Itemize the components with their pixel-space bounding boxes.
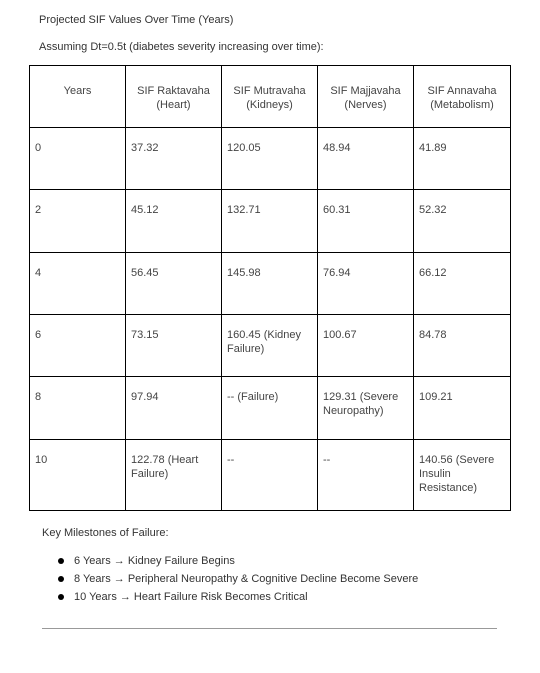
list-item [57, 570, 418, 588]
table-cell: -- (Failure) [222, 377, 318, 440]
table-cell: 100.67 [318, 315, 414, 377]
header-years: Years [30, 66, 126, 128]
bullet-icon [58, 558, 64, 564]
table-cell: 73.15 [126, 315, 222, 377]
page-subtitle: Assuming Dt=0.5t (diabetes severity increasing over time): [39, 41, 324, 53]
milestones-list [57, 552, 418, 606]
milestones-heading: Key Milestones of Failure: [42, 527, 169, 539]
table-cell: 8 [30, 377, 126, 440]
table-row [30, 128, 511, 190]
table-cell: 4 [30, 253, 126, 315]
table-cell: 160.45 (Kidney Failure) [222, 315, 318, 377]
table-cell: 0 [30, 128, 126, 190]
table-cell: 145.98 [222, 253, 318, 315]
horizontal-divider [42, 628, 497, 629]
bullet-icon [58, 576, 64, 582]
table-cell: 84.78 [414, 315, 511, 377]
table-cell: 52.32 [414, 190, 511, 253]
table-header-row [30, 66, 511, 128]
milestone-text: 8 Years → Peripheral Neuropathy & Cognitive Decline Become Severe [74, 573, 419, 585]
table-cell: -- [318, 440, 414, 511]
table-row [30, 190, 511, 253]
list-item [57, 588, 418, 606]
page-title: Projected SIF Values Over Time (Years) [39, 14, 234, 26]
table-cell: 45.12 [126, 190, 222, 253]
table-cell: 76.94 [318, 253, 414, 315]
table-cell: 129.31 (Severe Neuropathy) [318, 377, 414, 440]
list-item [57, 552, 418, 570]
table-cell: 56.45 [126, 253, 222, 315]
table-cell: 2 [30, 190, 126, 253]
table-cell: 60.31 [318, 190, 414, 253]
table-cell: 48.94 [318, 128, 414, 190]
table-cell: 6 [30, 315, 126, 377]
milestone-text: 6 Years → Kidney Failure Begins [74, 555, 235, 567]
table-cell: 120.05 [222, 128, 318, 190]
table-row [30, 440, 511, 511]
header-sif-raktavaha: SIF Raktavaha (Heart) [126, 66, 222, 128]
bullet-icon [58, 594, 64, 600]
table-cell: 10 [30, 440, 126, 511]
table-row [30, 315, 511, 377]
table-cell: 97.94 [126, 377, 222, 440]
table-cell: -- [222, 440, 318, 511]
table-cell: 41.89 [414, 128, 511, 190]
table-cell: 109.21 [414, 377, 511, 440]
table-cell: 122.78 (Heart Failure) [126, 440, 222, 511]
header-sif-mutravaha: SIF Mutravaha (Kidneys) [222, 66, 318, 128]
table-cell: 66.12 [414, 253, 511, 315]
table-row [30, 377, 511, 440]
header-sif-majjavaha: SIF Majjavaha (Nerves) [318, 66, 414, 128]
milestone-text: 10 Years → Heart Failure Risk Becomes Critical [74, 591, 308, 603]
table-cell: 132.71 [222, 190, 318, 253]
header-sif-annavaha: SIF Annavaha (Metabolism) [414, 66, 511, 128]
table-row [30, 253, 511, 315]
table-cell: 37.32 [126, 128, 222, 190]
table-cell: 140.56 (Severe Insulin Resistance) [414, 440, 511, 511]
sif-table [29, 65, 511, 511]
